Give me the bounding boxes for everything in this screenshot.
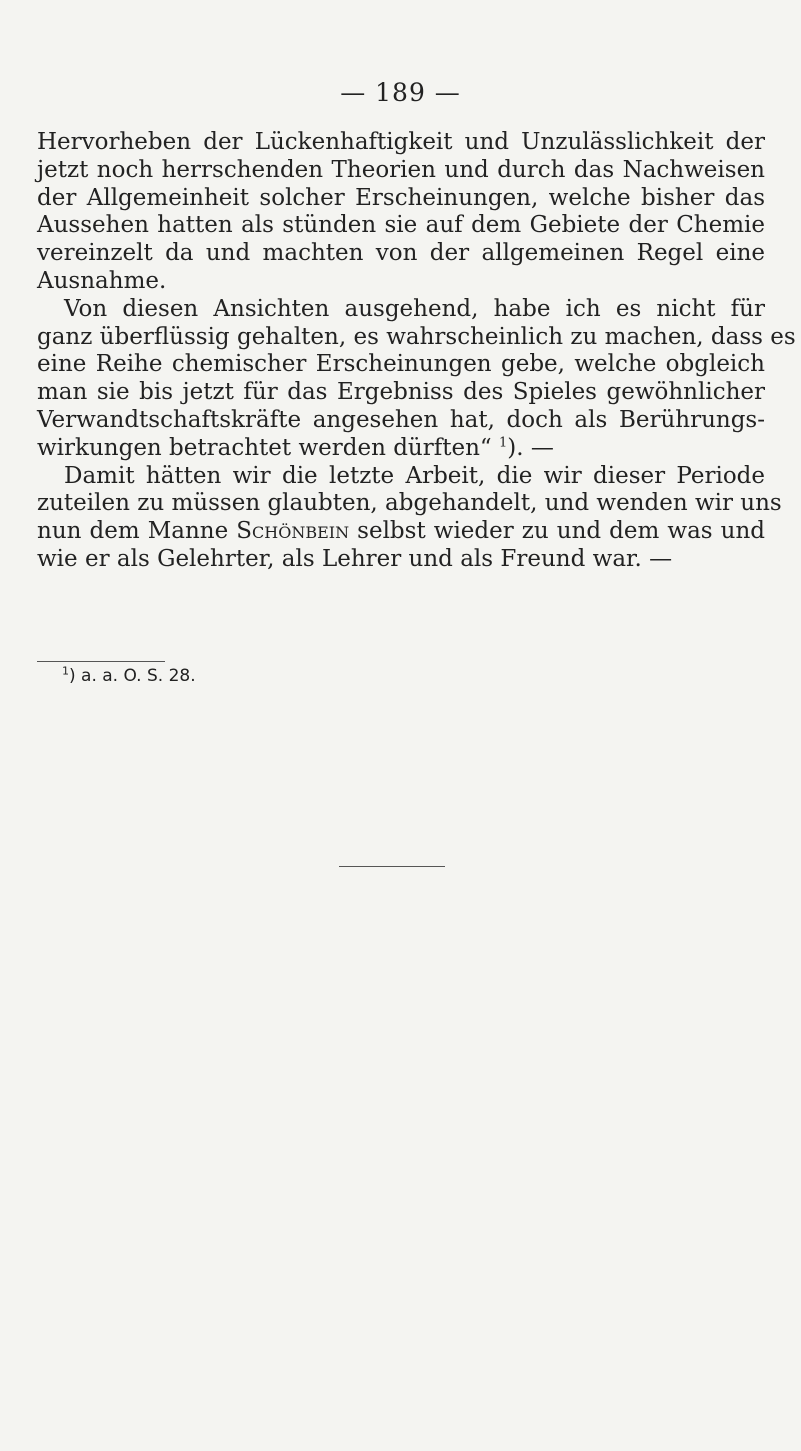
text-fragment: wirkungen betrachtet werden dürften“ [37, 434, 492, 461]
text-line: der Allgemeinheit solcher Erscheinungen, welche bisher das [37, 184, 765, 211]
text-line: Aussehen hatten als stünden sie auf dem Gebiete der Chemie [37, 212, 765, 239]
text-line-with-name [37, 518, 765, 546]
paragraph-start-line: Damit hätten wir die letzte Arbeit, die wir dieser Periode [64, 462, 765, 489]
page-number: — 189 — [340, 78, 461, 107]
text-line: ganz überflüssig gehalten, es wahrscheinlich zu machen, dass es [37, 323, 796, 350]
body-text [37, 129, 796, 574]
text-fragment: selbst wieder zu und dem was und [357, 518, 765, 545]
text-line-with-footnote-ref [37, 435, 765, 463]
text-line: wie er als Gelehrter, als Lehrer und als Freund war. — [37, 545, 673, 572]
section-end-rule [339, 866, 445, 867]
text-fragment: ). — [507, 434, 554, 461]
footnote-text: ) a. a. O. S. 28. [69, 666, 196, 686]
text-line: jetzt noch herrschenden Theorien und durch das Nachweisen [37, 156, 765, 183]
person-name-small-caps: Schönbein [236, 518, 350, 545]
text-line: eine Reihe chemischer Erscheinungen gebe, welche obgleich [37, 351, 765, 378]
paragraph-start-line: Von diesen Ansichten ausgehend, habe ich es nicht für [64, 295, 765, 322]
footnote-marker: 1 [62, 664, 69, 678]
footnote-reference: 1 [498, 435, 508, 451]
text-line: Ausnahme. [37, 267, 167, 294]
footnote [62, 664, 196, 688]
text-line: man sie bis jetzt für das Ergebniss des Spieles gewöhnlicher [37, 379, 765, 406]
text-line: Hervorheben der Lückenhaftigkeit und Unzulässlichkeit der [37, 129, 765, 155]
text-line: zuteilen zu müssen glaubten, abgehandelt, und wenden wir uns [37, 490, 782, 517]
text-line: Verwandtschaftskräfte angesehen hat, doch als Berührungs- [37, 406, 765, 433]
text-fragment: nun dem Manne [37, 518, 229, 545]
footnote-divider [37, 661, 165, 662]
text-line: vereinzelt da und machten von der allgemeinen Regel eine [37, 240, 765, 267]
